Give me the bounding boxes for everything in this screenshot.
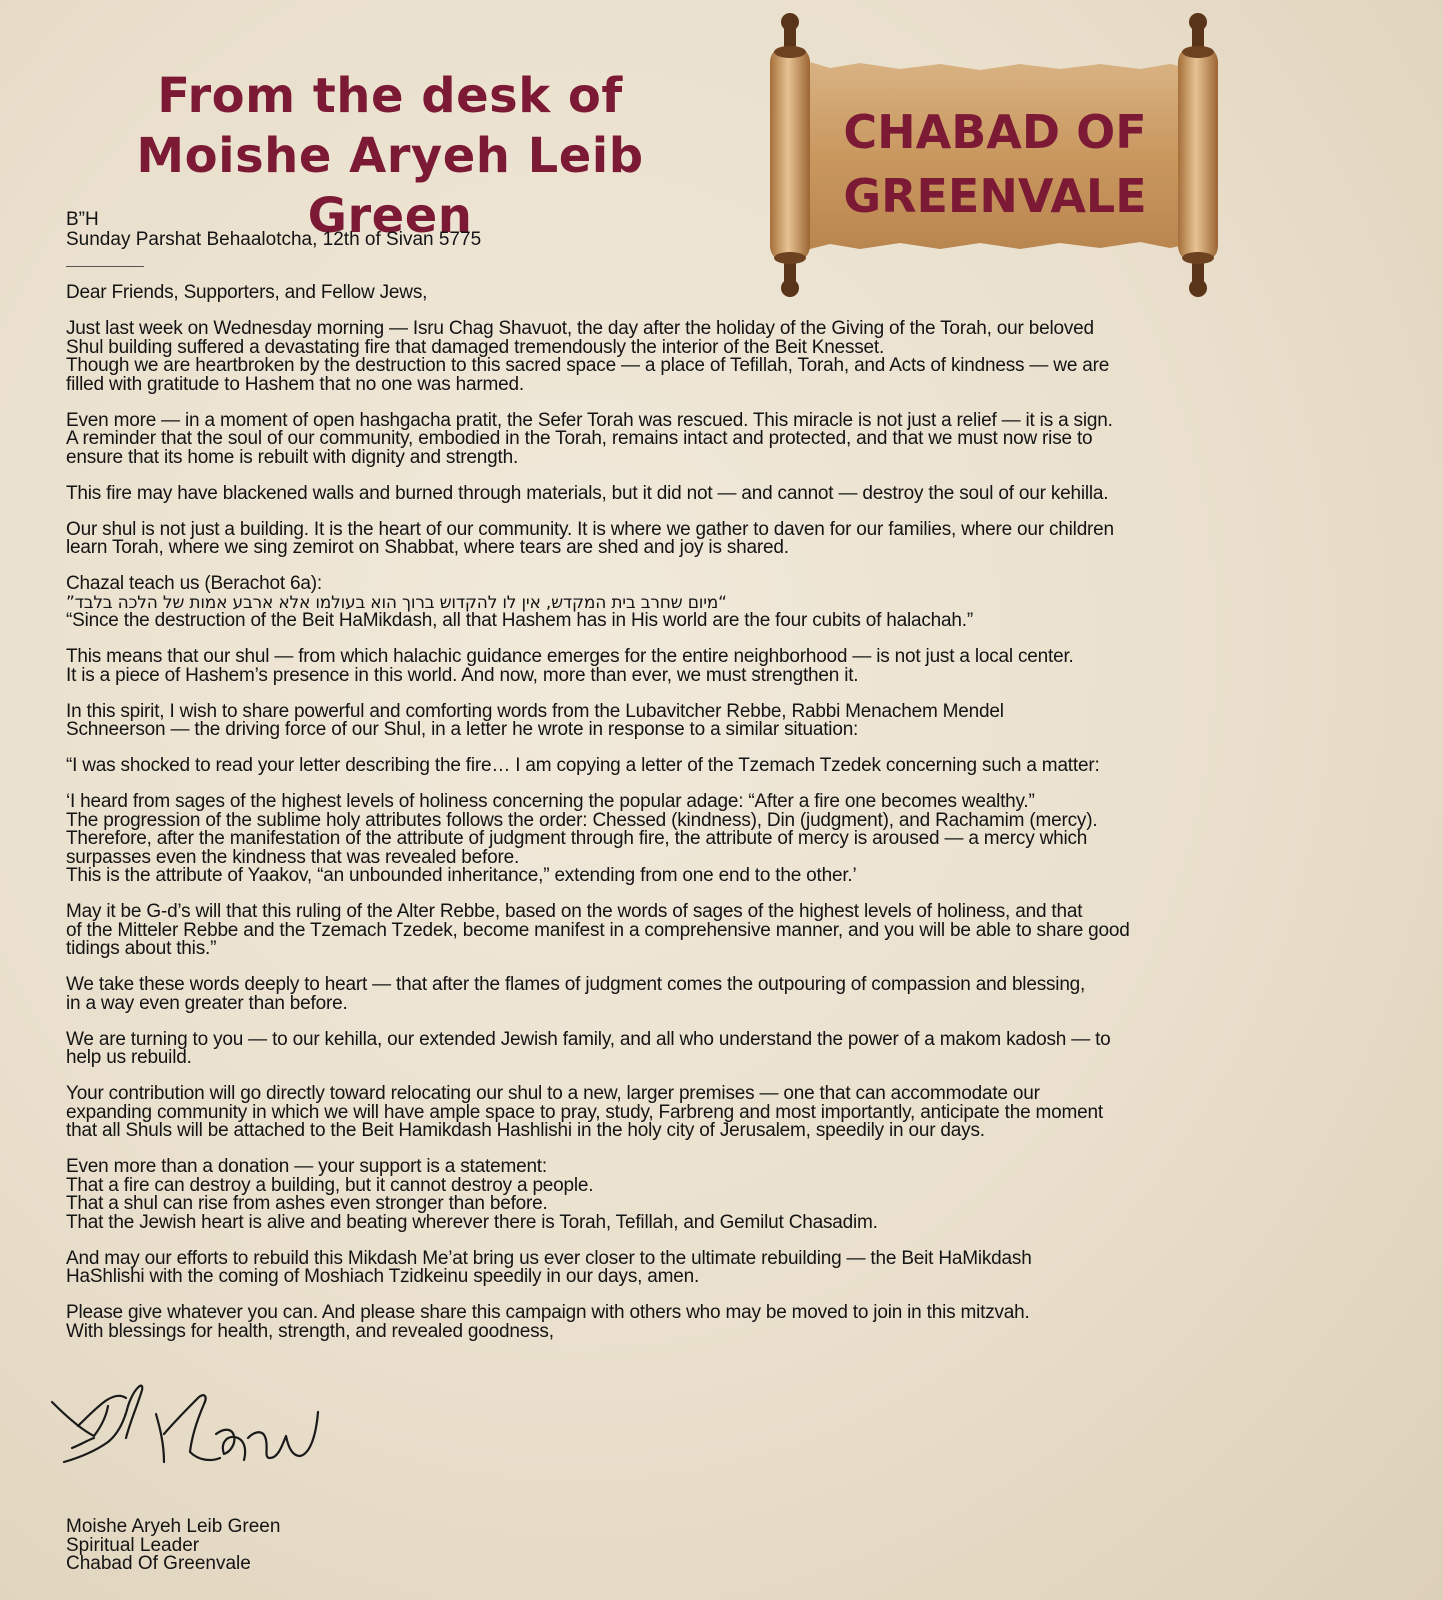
paragraph-line: expanding community in which we will have ample space to pray, study, Farbreng and most importantly, anticipate the moment: [66, 1101, 1103, 1123]
paragraph-line: that all Shuls will be attached to the Beit Hamikdash Hashlishi in the holy city of Jerusalem, speedily in our days.: [66, 1120, 985, 1141]
letter-paragraph: [66, 976, 1366, 1013]
paragraph-line: That a fire can destroy a building, but it cannot destroy a people.: [66, 1174, 594, 1196]
signoff-org: Chabad Of Greenvale: [66, 1553, 251, 1574]
paragraph-line: This is the attribute of Yaakov, “an unbounded inheritance,” extending from one end to the other.’: [66, 865, 857, 886]
paragraph-line: “I was shocked to read your letter describing the fire… I am copying a letter of the Tzemach Tzedek concerning such a matter:: [66, 755, 1100, 776]
paragraph-line: And may our efforts to rebuild this Mikdash Me’at bring us ever closer to the ultimate rebuilding — the Beit HaMikdash: [66, 1247, 1032, 1269]
paragraph-line: in a way even greater than before.: [66, 992, 348, 1014]
paragraph-line: tidings about this.”: [66, 938, 217, 959]
scroll-banner: [770, 8, 1220, 304]
title-line-1: From the desk of: [157, 68, 623, 124]
divider: [66, 266, 144, 267]
paragraph-line: It is a piece of Hashem’s presence in this world. And now, more than ever, we must strengthen it.: [66, 664, 859, 686]
greeting: Dear Friends, Supporters, and Fellow Jews,: [66, 282, 428, 303]
title-line-2: Moishe Aryeh Leib Green: [136, 128, 644, 244]
paragraph-line: Your contribution will go directly toward relocating our shul to a new, larger premises — one that can accommodate our: [66, 1083, 1040, 1104]
paragraph-line: Please give whatever you can. And please share this campaign with others who may be moved to join in this mitzvah.: [66, 1302, 1030, 1323]
letter-paragraph: [66, 575, 1366, 631]
paragraph-line: That the Jewish heart is alive and beating wherever there is Torah, Tefillah, and Gemilut Chasadim.: [66, 1211, 878, 1233]
letter-body: [66, 284, 1366, 1359]
paragraph-line: Even more than a donation — your support is a statement:: [66, 1156, 547, 1177]
paragraph-line: In this spirit, I wish to share powerful and comforting words from the Lubavitcher Rebbe, Rabbi Menachem Mendel: [66, 700, 1004, 722]
paragraph-line: ‘I heard from sages of the highest levels of holiness concerning the popular adage: “After a fire one becomes wealthy.”: [66, 791, 1035, 812]
paragraph-line: Chazal teach us (Berachot 6a):: [66, 573, 322, 594]
handwritten-signature: [48, 1378, 338, 1483]
letter-paragraph: [66, 648, 1366, 685]
paragraph-line: help us rebuild.: [66, 1047, 192, 1068]
letter-date: Sunday Parshat Behaalotcha, 12th of Sivan 5775: [66, 229, 482, 250]
paragraph-line: Even more — in a moment of open hashgacha pratit, the Sefer Torah was rescued. This miracle is not just a relief — it is a sign.: [66, 409, 1113, 431]
letter-paragraph: [66, 320, 1366, 394]
paragraph-line: We are turning to you — to our kehilla, our extended Jewish family, and all who understand the power of a makom kadosh — to: [66, 1028, 1111, 1050]
hebrew-quote-line: ”מיום שחרב בית המקדש, אין לו להקדוש ברוך הוא בעולמו אלא ארבע אמות של הלכה בלבד“: [66, 592, 727, 613]
letter-paragraph: [66, 1028, 1366, 1068]
paragraph-line: Shul building suffered a devastating fire that damaged tremendously the interior of the Beit Knesset.: [66, 336, 885, 358]
paragraph-line: We take these words deeply to heart — that after the flames of judgment comes the outpouring of compassion and blessing,: [66, 974, 1086, 995]
signoff-role: Spiritual Leader: [66, 1534, 200, 1556]
letter-paragraph: [66, 482, 1366, 504]
paragraph-line: learn Torah, where we sing zemirot on Shabbat, where tears are shed and joy is shared.: [66, 537, 789, 558]
paragraph-line: filled with gratitude to Hashem that no one was harmed.: [66, 373, 524, 395]
banner-line-2: GREENVALE: [843, 169, 1147, 223]
paragraph-line: surpasses even the kindness that was revealed before.: [66, 846, 520, 868]
paragraph-line: With blessings for health, strength, and revealed goodness,: [66, 1320, 554, 1342]
letter-paragraph: [66, 409, 1366, 468]
letter-meta: [66, 210, 481, 250]
paragraph-line: The progression of the sublime holy attributes follows the order: Chessed (kindness), Din (judgment), and Rachamim (mercy).: [66, 809, 1098, 831]
paragraph-line: This fire may have blackened walls and burned through materials, but it did not — and cannot — destroy the soul of our kehilla.: [66, 482, 1109, 504]
paragraph-line: Just last week on Wednesday morning — Isru Chag Shavuot, the day after the holiday of the Giving of the Torah, our beloved: [66, 318, 1094, 339]
paragraph-line: Therefore, after the manifestation of the attribute of judgment through fire, the attribute of mercy is aroused — a mercy which: [66, 828, 1088, 849]
letter-paragraph: [66, 518, 1366, 558]
letter-paragraph: [66, 793, 1366, 886]
paragraph-line: A reminder that the soul of our community, embodied in the Torah, remains intact and protected, and that we must now rise to: [66, 428, 1093, 449]
paragraph-line: ensure that its home is rebuilt with dignity and strength.: [66, 446, 519, 468]
paragraph-line: of the Mitteler Rebbe and the Tzemach Tzedek, become manifest in a comprehensive manner, and you will be able to share good: [66, 919, 1130, 941]
paragraph-line: Though we are heartbroken by the destruction to this sacred space — a place of Tefillah, Torah, and Acts of kindness — we are: [66, 355, 1110, 376]
signoff-name: Moishe Aryeh Leib Green: [66, 1516, 281, 1537]
letter-paragraph: [66, 1304, 1366, 1341]
letter-paragraph: [66, 1247, 1366, 1287]
bh-mark: B”H: [66, 209, 99, 230]
letter-paragraph: [66, 700, 1366, 740]
paragraph-line: This means that our shul — from which halachic guidance emerges for the entire neighborhood — is not just a local center.: [66, 646, 1074, 667]
paragraph-line: “Since the destruction of the Beit HaMikdash, all that Hashem has in His world are the four cubits of halachah.”: [66, 610, 973, 631]
signature-icon: [48, 1378, 338, 1478]
signoff-block: [66, 1518, 280, 1574]
paragraph-line: That a shul can rise from ashes even stronger than before.: [66, 1193, 548, 1214]
letter-paragraph: [66, 1085, 1366, 1141]
letter-paragraph: [66, 757, 1366, 776]
banner-line-1: CHABAD OF: [843, 105, 1147, 159]
banner-title: [815, 100, 1175, 228]
paragraph-line: May it be G-d’s will that this ruling of the Alter Rebbe, based on the words of sages of the highest levels of holiness, and that: [66, 901, 1083, 922]
letter-paragraph: [66, 903, 1366, 959]
paragraph-line: Schneerson — the driving force of our Shul, in a letter he wrote in response to a similar situation:: [66, 719, 859, 740]
paragraph-line: HaShlishi with the coming of Moshiach Tzidkeinu speedily in our days, amen.: [66, 1266, 700, 1287]
letter-paragraph: [66, 1158, 1366, 1232]
paragraph-line: Our shul is not just a building. It is the heart of our community. It is where we gather to daven for our families, where our children: [66, 518, 1114, 540]
